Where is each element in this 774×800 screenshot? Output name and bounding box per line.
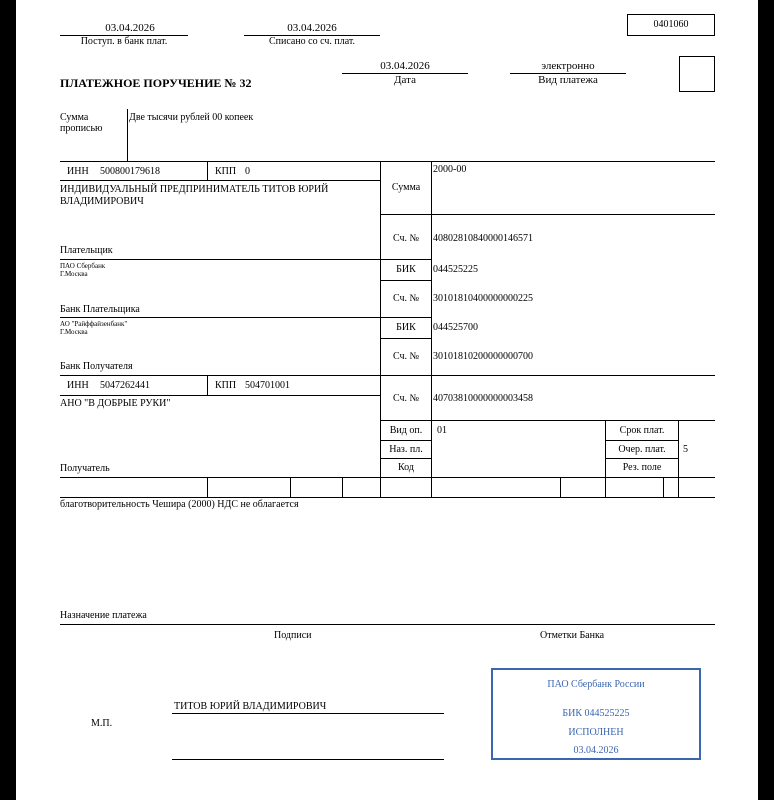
payer-bank-city: Г.Москва bbox=[60, 270, 88, 278]
payer-label: Плательщик bbox=[60, 245, 113, 256]
grid-line bbox=[60, 497, 715, 498]
priority-value: 5 bbox=[683, 444, 688, 455]
payer-kpp-label: КПП bbox=[215, 166, 237, 177]
payer-kpp-value: 0 bbox=[245, 166, 250, 177]
payment-type-label: Вид платежа bbox=[538, 74, 598, 86]
grid-line bbox=[380, 420, 715, 421]
stamp-bik: БИК 044525225 bbox=[562, 708, 630, 719]
priority-label: Очер. плат. bbox=[618, 444, 666, 455]
payer-bank-name: ПАО Сбербанк bbox=[60, 262, 106, 270]
payer-account-value: 40802810840000146571 bbox=[433, 233, 533, 244]
grid-line bbox=[380, 458, 431, 459]
payee-inn-label: ИНН bbox=[67, 380, 89, 391]
grid-line bbox=[207, 161, 208, 180]
grid-line bbox=[605, 458, 678, 459]
received-date: 03.04.2026 bbox=[105, 22, 155, 34]
purpose-label: Назначение платежа bbox=[60, 610, 147, 621]
grid-line bbox=[342, 477, 343, 497]
stamp-bank: ПАО Сбербанк России bbox=[547, 679, 645, 690]
signature-line-1 bbox=[172, 713, 444, 714]
signature-line-2 bbox=[172, 759, 444, 760]
purpose-line bbox=[60, 624, 715, 625]
purpose-text: благотворительность Чешира (2000) НДС не облагается bbox=[60, 499, 299, 510]
payee-kpp-label: КПП bbox=[215, 380, 237, 391]
payee-account-label: Сч. № bbox=[392, 393, 420, 404]
grid-line bbox=[60, 395, 380, 396]
amount-words-divider bbox=[127, 109, 128, 161]
payee-label: Получатель bbox=[60, 463, 110, 474]
grid-line bbox=[605, 440, 678, 441]
grid-line bbox=[60, 161, 715, 162]
received-label: Поступ. в банк плат. bbox=[80, 36, 168, 47]
grid-line bbox=[60, 375, 715, 376]
payer-bank-account-value: 30101810400000000225 bbox=[433, 293, 533, 304]
payee-inn-value: 5047262441 bbox=[100, 380, 150, 391]
signatures-label: Подписи bbox=[274, 630, 312, 641]
grid-line bbox=[60, 180, 380, 181]
stamp-date: 03.04.2026 bbox=[573, 745, 619, 756]
form-code-box bbox=[627, 14, 715, 36]
signer-name: ТИТОВ ЮРИЙ ВЛАДИМИРОВИЧ bbox=[174, 701, 327, 712]
reserve-label: Рез. поле bbox=[622, 462, 662, 473]
order-date-label: Дата bbox=[394, 74, 416, 86]
payee-bank-city: Г.Москва bbox=[60, 328, 88, 336]
payer-bik-value: 044525225 bbox=[433, 264, 478, 275]
bank-stamp bbox=[491, 668, 701, 760]
payee-account-value: 40703810000000003458 bbox=[433, 393, 533, 404]
payee-bank-label: Банк Получателя bbox=[60, 361, 133, 372]
payee-bik-value: 044525700 bbox=[433, 322, 478, 333]
op-type-value: 01 bbox=[437, 425, 447, 436]
code-label: Код bbox=[398, 462, 414, 473]
stamp-status: ИСПОЛНЕН bbox=[568, 727, 624, 738]
payment-type: электронно bbox=[541, 60, 595, 72]
grid-line bbox=[60, 259, 431, 260]
amount-words-label-1: Сумма bbox=[60, 112, 89, 123]
status-box bbox=[679, 56, 715, 92]
grid-line bbox=[380, 338, 431, 339]
grid-line bbox=[431, 161, 432, 497]
payer-bank-account-label: Сч. № bbox=[392, 293, 420, 304]
payer-bank-label: Банк Плательщика bbox=[60, 304, 140, 315]
grid-line bbox=[663, 477, 664, 497]
payer-bik-label: БИК bbox=[396, 264, 416, 275]
payment-order-page bbox=[16, 0, 758, 800]
debited-date: 03.04.2026 bbox=[287, 22, 337, 34]
grid-line bbox=[380, 280, 431, 281]
form-code: 0401060 bbox=[653, 19, 689, 30]
grid-line bbox=[207, 477, 208, 497]
term-label: Срок плат. bbox=[619, 425, 665, 436]
payee-bank-account-label: Сч. № bbox=[392, 351, 420, 362]
payer-account-label: Сч. № bbox=[392, 233, 420, 244]
grid-line bbox=[380, 214, 715, 215]
order-date: 03.04.2026 bbox=[380, 60, 430, 72]
grid-line bbox=[207, 375, 208, 395]
payee-name: АНО "В ДОБРЫЕ РУКИ" bbox=[60, 398, 171, 409]
payer-inn-label: ИНН bbox=[67, 166, 89, 177]
payer-name-line-1: ИНДИВИДУАЛЬНЫЙ ПРЕДПРИНИМАТЕЛЬ ТИТОВ ЮРИЙ bbox=[60, 184, 329, 195]
grid-line bbox=[678, 420, 679, 497]
grid-line bbox=[290, 477, 291, 497]
mp-label: М.П. bbox=[91, 718, 113, 729]
payee-bank-account-value: 30101810200000000700 bbox=[433, 351, 533, 362]
op-type-label: Вид оп. bbox=[389, 425, 423, 436]
grid-line bbox=[380, 440, 431, 441]
amount-words-value: Две тысячи рублей 00 копеек bbox=[129, 112, 254, 123]
payee-bank-name: АО "Райффайзенбанк" bbox=[60, 320, 128, 328]
debited-label: Списано со сч. плат. bbox=[268, 36, 356, 47]
payee-kpp-value: 504701001 bbox=[245, 380, 290, 391]
payer-name-line-2: ВЛАДИМИРОВИЧ bbox=[60, 196, 144, 207]
payer-inn-value: 500800179618 bbox=[100, 166, 160, 177]
page-title: ПЛАТЕЖНОЕ ПОРУЧЕНИЕ № 32 bbox=[60, 76, 252, 90]
purpose-code-label: Наз. пл. bbox=[389, 444, 423, 455]
payee-bik-label: БИК bbox=[396, 322, 416, 333]
amount-words-label-2: прописью bbox=[60, 123, 103, 134]
bank-marks-label: Отметки Банка bbox=[540, 630, 605, 641]
grid-line bbox=[60, 477, 715, 478]
sum-value: 2000-00 bbox=[433, 164, 467, 175]
grid-line bbox=[60, 317, 431, 318]
grid-line bbox=[560, 477, 561, 497]
sum-label: Сумма bbox=[391, 182, 421, 193]
